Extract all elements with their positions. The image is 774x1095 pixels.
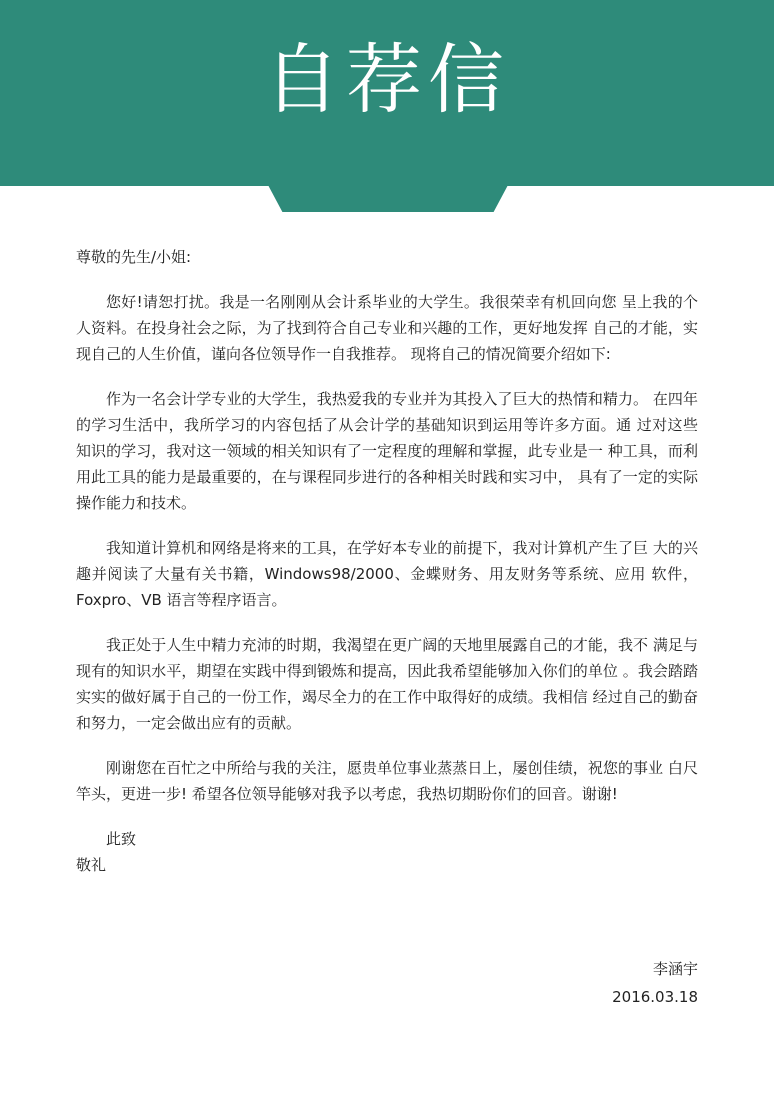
header-tab <box>268 185 508 212</box>
signature-block <box>612 955 698 1011</box>
page-title: 自荐信 <box>264 35 510 124</box>
regards: 敬礼 <box>76 856 107 874</box>
signature-date: 2016.03.18 <box>612 988 698 1006</box>
signature-name: 李涵宇 <box>652 960 698 978</box>
paragraph-major: 作为一名会计学专业的大学生，我热爱我的专业并为其投入了巨大的热情和精力。 在四年的学习生活中，我所学习的内容包括了从会计学的基础知识到运用等许多方面。通 过对这些 知识的学习，我对这一领域的相关知识有了一定程度的理解和掌握，此专业是一 种工具，而利用此工具的能力是最重要的，在与课程同步进行的各种相关时践和实习中， 具有了一定的实际操作能力和技术。 <box>76 390 698 512</box>
paragraph-computer: 我知道计算机和网络是将来的工具，在学好本专业的前提下，我对计算机产生了巨 大的兴趣并阅读了大量有关书籍，Windows98/2000、金蝶财务、用友财务等系统、应用 软件，Foxpro、VB 语言等程序语言。 <box>76 539 698 609</box>
salutation: 尊敬的先生/小姐: <box>76 248 192 266</box>
closing: 此致 <box>106 830 137 848</box>
paragraph-thanks: 刚谢您在百忙之中所给与我的关注，愿贵单位事业蒸蒸日上，屡创佳绩，祝您的事业 白尺竿头，更进一步! 希望各位领导能够对我予以考虑，我热切期盼你们的回音。谢谢! <box>76 759 698 803</box>
letter-body <box>76 244 698 878</box>
paragraph-ambition: 我正处于人生中精力充沛的时期，我渴望在更广阔的天地里展露自己的才能，我不 满足与现有的知识水平，期望在实践中得到锻炼和提高，因此我希望能够加入你们的单位 。我会踏踏实实的做好属于自己的一份工作，竭尽全力的在工作中取得好的成绩。我相信 经过自己的勤奋和努力，一定会做出应有的贡献。 <box>76 636 698 732</box>
paragraph-intro: 您好!请恕打扰。我是一名刚刚从会计系毕业的大学生。我很荣幸有机回向您 呈上我的个人资料。在投身社会之际，为了找到符合自己专业和兴趣的工作，更好地发挥 自己的才能，实现自己的人生价值，谨向各位领导作一自我推荐。 现将自己的情况简要介绍如下: <box>76 293 698 363</box>
